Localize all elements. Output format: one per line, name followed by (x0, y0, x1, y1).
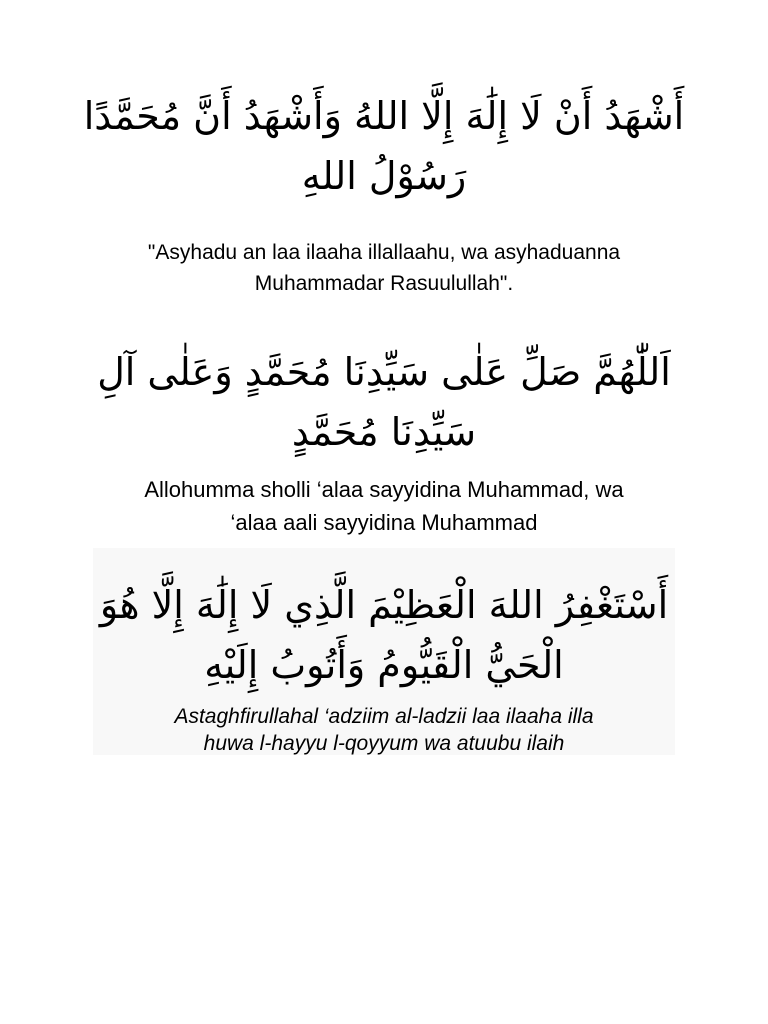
istighfar-arabic-line-2: الْحَيُّ الْقَيُّومُ وَأَتُوبُ إِلَيْهِ (204, 643, 564, 687)
istighfar-arabic-line-1: أَسْتَغْفِرُ اللهَ الْعَظِيْمَ الَّذِي لَا إِلَٰهَ إِلَّا هُوَ (99, 583, 669, 627)
shahada-transliteration (80, 237, 688, 299)
shahada-arabic-line-1: أَشْهَدُ أَنْ لَا إِلَٰهَ إِلَّا اللهُ وَأَشْهَدُ أَنَّ مُحَمَّدًا (83, 94, 685, 138)
shahada-arabic-line-2: رَسُوْلُ اللهِ (301, 154, 467, 198)
istighfar-arabic (93, 575, 675, 695)
salawat-transliteration (80, 473, 688, 539)
istighfar-transliteration (93, 703, 675, 757)
shahada-transliteration-line-2: Muhammadar Rasuulullah". (254, 272, 514, 295)
istighfar-transliteration-line-2: huwa l-hayyu l-qoyyum wa atuubu ilaih (203, 732, 565, 755)
istighfar-transliteration-line-1: Astaghfirullahal ‘adziim al-ladzii laa ilaaha illa (174, 705, 594, 728)
salawat-arabic-line-1: اَللّٰهُمَّ صَلِّ عَلٰى سَيِّدِنَا مُحَمَّدٍ وَعَلٰى آلِ (97, 350, 671, 394)
salawat-arabic-line-2: سَيِّدِنَا مُحَمَّدٍ (291, 410, 477, 454)
salawat-transliteration-line-2: ‘alaa aali sayyidina Muhammad (230, 510, 538, 535)
shahada-transliteration-line-1: "Asyhadu an laa ilaaha illallaahu, wa asyhaduanna (147, 241, 621, 264)
salawat-transliteration-line-1: Allohumma sholli ‘alaa sayyidina Muhammad, wa (144, 477, 624, 502)
shahada-arabic (80, 86, 688, 206)
salawat-arabic (80, 342, 688, 462)
